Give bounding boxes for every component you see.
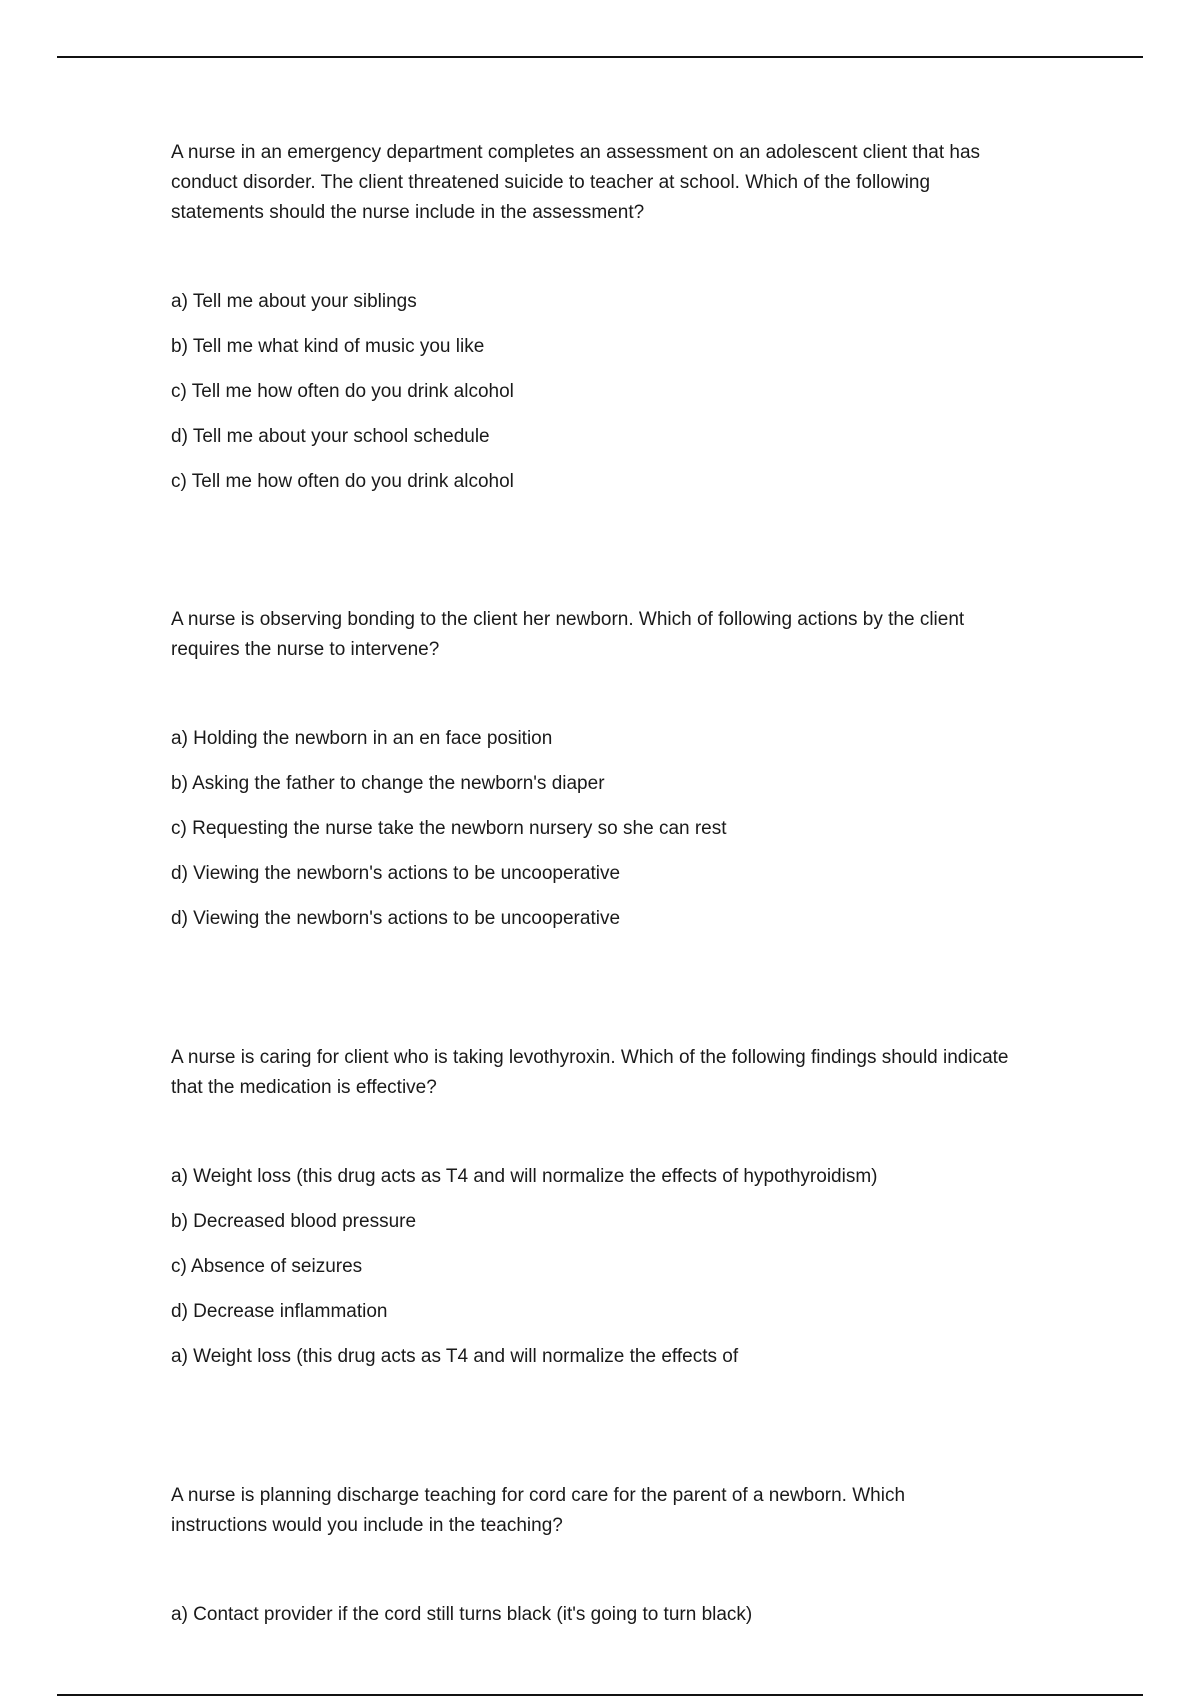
option-list bbox=[171, 287, 1031, 452]
question-3 bbox=[171, 1043, 1031, 1372]
question-stem: A nurse is observing bonding to the client her newborn. Which of following actions by the client requires the nurse to intervene? bbox=[171, 609, 965, 660]
question-stem: A nurse is caring for client who is taking levothyroxin. Which of the following findings should indicate that the medication is effective? bbox=[171, 1047, 1009, 1098]
option-a: a) Tell me about your siblings bbox=[171, 291, 417, 312]
question-1 bbox=[171, 138, 1031, 497]
header-rule bbox=[57, 56, 1143, 58]
question-4 bbox=[171, 1481, 1031, 1645]
option-d: d) Tell me about your school schedule bbox=[171, 426, 490, 447]
option-a: a) Weight loss (this drug acts as T4 and will normalize the effects of hypothyroidism) bbox=[171, 1166, 878, 1187]
question-2 bbox=[171, 605, 1031, 934]
option-list bbox=[171, 1162, 1031, 1327]
question-stem: A nurse is planning discharge teaching for cord care for the parent of a newborn. Which instructions would you include in the teaching? bbox=[171, 1485, 906, 1536]
option-list bbox=[171, 1600, 1031, 1630]
footer-rule bbox=[57, 1694, 1143, 1696]
option-b: b) Decreased blood pressure bbox=[171, 1211, 417, 1232]
question-stem: A nurse in an emergency department completes an assessment on an adolescent client that has conduct disorder. The client threatened suicide to teacher at school. Which of the following statements should the nurse include in the assessment? bbox=[171, 142, 981, 223]
option-a: a) Holding the newborn in an en face position bbox=[171, 728, 553, 749]
option-a: a) Contact provider if the cord still turns black (it's going to turn black) bbox=[171, 1604, 753, 1625]
option-c: c) Requesting the nurse take the newborn nursery so she can rest bbox=[171, 818, 727, 839]
answer-line: a) Weight loss (this drug acts as T4 and will normalize the effects of bbox=[171, 1346, 739, 1367]
option-d: d) Viewing the newborn's actions to be uncooperative bbox=[171, 863, 621, 884]
option-list bbox=[171, 724, 1031, 889]
option-c: c) Absence of seizures bbox=[171, 1256, 363, 1277]
option-b: b) Tell me what kind of music you like bbox=[171, 336, 485, 357]
option-c: c) Tell me how often do you drink alcohol bbox=[171, 381, 514, 402]
option-d: d) Decrease inflammation bbox=[171, 1301, 388, 1322]
answer-line: c) Tell me how often do you drink alcohol bbox=[171, 471, 514, 492]
option-b: b) Asking the father to change the newborn's diaper bbox=[171, 773, 605, 794]
answer-line: d) Viewing the newborn's actions to be uncooperative bbox=[171, 908, 621, 929]
